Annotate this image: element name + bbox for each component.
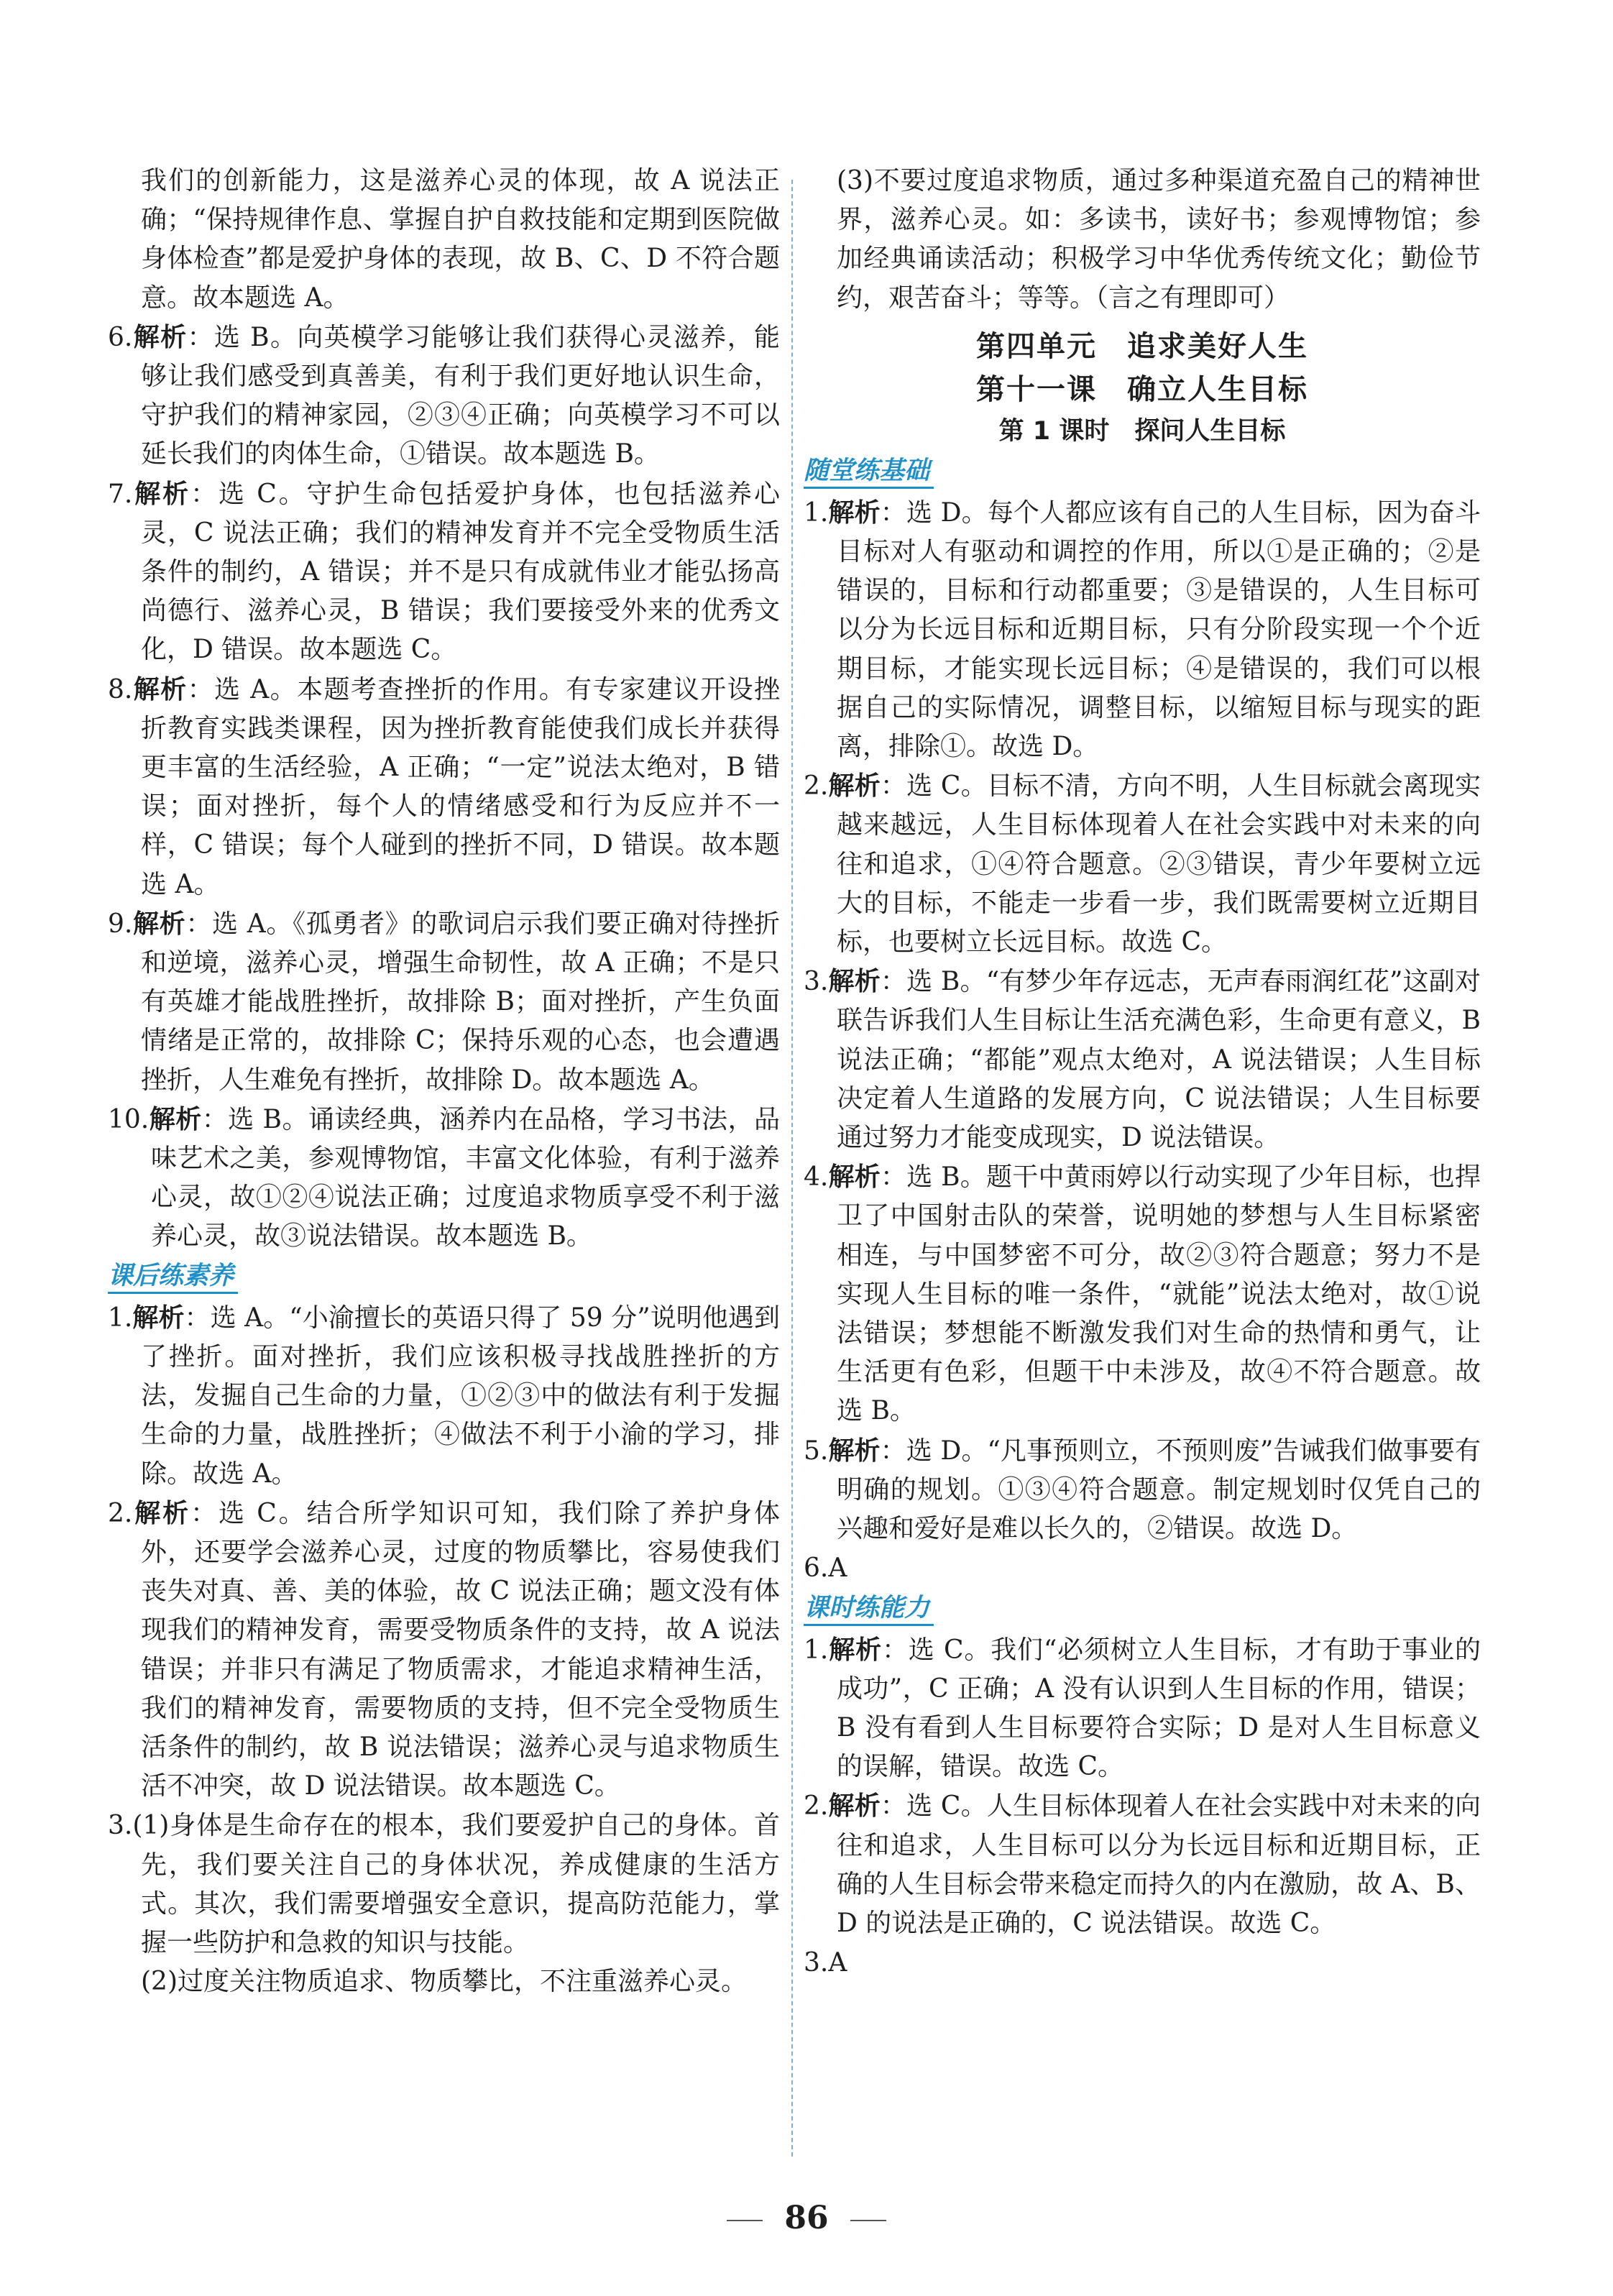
item-label: 解析: [828, 1791, 881, 1822]
item-number: 2.: [108, 1498, 133, 1528]
item-text: ：选 D。每个人都应该有自己的人生目标，因为奋斗目标对人有驱动和调控的作用，所以①是正确的；②是错误的，目标和行动都重要；③是错误的，人生目标可以分为长远目标和近期目标，只有分阶段实现一个个近期目标，才能实现长远目标；④是错误的，我们可以根据自己的实际情况，调整目标，以缩短目标与现实的距离，排除①。故选 D。: [837, 497, 1481, 762]
answer-item: [108, 1494, 780, 1806]
item-text: A: [828, 1553, 847, 1584]
period-title: 第 1 课时 探问人生目标: [998, 416, 1286, 446]
answer-item: [108, 904, 780, 1100]
item-label: 解析: [828, 1634, 882, 1665]
answer-item: [108, 670, 780, 904]
item-text: ：选 C。结合所学知识可知，我们除了养护身体外，还要学会滋养心灵，过度的物质攀比，容易使我们丧失对真、善、美的体验，故 C 说法正确；题文没有体现我们的精神发育，需要受物质条件的支持，故 A 说法错误；并非只有满足了物质需求，才能追求精神生活，我们的精神发育，需要物质的支持，但不完全受物质生活条件的制约，故 B 说法错误；滋养心灵与追求物质生活不冲突，故 D 说法错误。故本题选 C。: [141, 1498, 780, 1801]
answer-subitem: (2)过度关注物质追求、物质攀比，不注重滋养心灵。: [141, 1967, 747, 1997]
page-number-footer: [0, 2200, 1613, 2236]
item-label: 解析: [149, 1103, 202, 1134]
right-column: [804, 162, 1481, 1983]
left-items: [108, 318, 780, 1257]
item-number: 10.: [108, 1104, 150, 1134]
item-number: 3.: [108, 1811, 133, 1841]
item-number: 5.: [804, 1436, 829, 1466]
item-number: 2.: [804, 771, 829, 802]
section-label-period-ability: 课时练能力: [804, 1592, 934, 1626]
right-section1-items: [804, 493, 1481, 1589]
item-number: 1.: [804, 497, 829, 528]
item-label: 解析: [828, 966, 881, 997]
right-section2-items: [804, 1630, 1481, 1983]
answer-item: [804, 1431, 1481, 1549]
item-text: ：选 B。“有梦少年存远志，无声春雨润红花”这副对联告诉我们人生目标让生活充满色彩，生命更有意义，B 说法正确；“都能”观点太绝对，A 说法错误；人生目标决定着人生道路的发展方向，C 说法错误；人生目标要通过努力才能变成现实，D 说法错误。: [837, 967, 1481, 1153]
item-label: 解析: [132, 908, 186, 939]
item-label: 解析: [828, 771, 881, 802]
item-number: 3.: [804, 1948, 829, 1978]
item-text: ：选 C。我们“必须树立人生目标，才有助于事业的成功”，C 正确；A 没有认识到人生目标的作用，错误；B 没有看到人生目标要符合实际；D 是对人生目标意义的误解，错误。故选 C。: [837, 1635, 1481, 1782]
item-number: 2.: [804, 1791, 829, 1822]
item-text: ：选 A。本题考查挫折的作用。有专家建议开设挫折教育实践类课程，因为挫折教育能使我们成长并获得更丰富的生活经验，A 正确；“一定”说法太绝对，B 错误；面对挫折，每个人的情绪感受和行为反应并不一样，C 错误；每个人碰到的挫折不同，D 错误。故本题选 A。: [141, 674, 780, 899]
answer-item: [108, 1100, 780, 1257]
item-text: ：选 C。人生目标体现着人在社会实践中对未来的向往和追求，人生目标可以分为长远目标和近期目标，正确的人生目标会带来稳定而持久的内在激励，故 A、B、D 的说法是正确的，C 说法错误。故选 C。: [837, 1791, 1481, 1938]
item-number: 6.: [804, 1553, 829, 1584]
item-label: 解析: [828, 497, 881, 528]
page-number: 86: [784, 2200, 829, 2236]
footer-dash-left: [727, 2220, 763, 2221]
item-number: 1.: [804, 1635, 829, 1665]
item-number: 6.: [108, 322, 133, 352]
item-text: ：选 B。向英模学习能够让我们获得心灵滋养，能够让我们感受到真善美，有利于我们更好地认识生命，守护我们的精神家园，②③④正确；向英模学习不可以延长我们的肉体生命，①错误。故本题选 B。: [141, 322, 780, 469]
item-text: A: [828, 1948, 847, 1978]
item-text: ：选 B。题干中黄雨婷以行动实现了少年目标，也捍卫了中国射击队的荣誉，说明她的梦想与人生目标紧密相连，与中国梦密不可分，故②③符合题意；努力不是实现人生目标的唯一条件，“就能”说法太绝对，故①说法错误；梦想能不断激发我们对生命的热情和勇气，让生活更有色彩，但题干中未涉及，故④不符合题意。故选 B。: [837, 1162, 1481, 1426]
item-label: 解析: [828, 1435, 881, 1466]
item-text: ：选 C。目标不清，方向不明，人生目标就会离现实越来越远，人生目标体现着人在社会实践中对未来的向往和追求，①④符合题意。②③错误，青少年要树立远大的目标，不能走一步看一步，我们既需要树立近期目标，也要树立长远目标。故选 C。: [837, 771, 1481, 958]
answer-item: [804, 1630, 1481, 1787]
item-number: 7.: [108, 479, 133, 509]
answer-item: [108, 1298, 780, 1494]
section-label-in-class: 随堂练基础: [804, 455, 934, 489]
answer-item: [804, 1157, 1481, 1431]
answer-item: [804, 1786, 1481, 1943]
answer-item: [804, 1548, 1481, 1588]
answer-item: [108, 474, 780, 670]
answer-subitem: (3)不要过度追求物质，通过多种渠道充盈自己的精神世界，滋养心灵。如：多读书，读好书；参观博物馆；参加经典诵读活动；积极学习中华优秀传统文化；勤俭节约，艰苦奋斗；等等。（言之有理即可）: [837, 166, 1481, 313]
answer-item: [108, 318, 780, 474]
item-label: 解析: [132, 674, 188, 704]
item-label: 解析: [828, 1162, 881, 1193]
item-text: ：选 C。守护生命包括爱护身体，也包括滋养心灵，C 说法正确；我们的精神发育并不完全受物质生活条件的制约，A 错误；并不是只有成就伟业才能弘扬高尚德行、滋养心灵，B 错误；我们要接受外来的优秀文化，D 错误。故本题选 C。: [141, 479, 780, 665]
answer-item: [804, 493, 1481, 766]
item-number: 3.: [804, 967, 829, 997]
item-label: 解析: [132, 321, 188, 352]
item-text: ：选 B。诵读经典，涵养内在品格，学习书法，品味艺术之美，参观博物馆，丰富文化体验，有利于滋养心灵，故①②④说法正确；过度追求物质享受不利于滋养心灵，故③说法错误。故本题选 B。: [151, 1104, 780, 1252]
answer-item: [108, 1806, 780, 1962]
continued-text: 我们的创新能力，这是滋养心灵的体现，故 A 说法正确；“保持规律作息、掌握自护自救技能和定期到医院做身体检查”都是爱护身体的表现，故 B、C、D 不符合题意。故本题选 A。: [141, 166, 780, 313]
item-number: 1.: [108, 1303, 133, 1333]
item-label: 解析: [132, 1302, 185, 1333]
section-label-after-class: 课后练素养: [108, 1260, 238, 1294]
item-text: ：选 A。“小渝擅长的英语只得了 59 分”说明他遇到了挫折。面对挫折，我们应该积极寻找战胜挫折的方法，发掘自己生命的力量，①②③中的做法有利于发掘生命的力量，战胜挫折；④做法不利于小渝的学习，排除。故选 A。: [141, 1303, 780, 1489]
item-label: 解析: [132, 478, 191, 509]
item-number: 8.: [108, 674, 133, 704]
lesson-title: 第十一课 确立人生目标: [976, 372, 1308, 406]
item-text: ：选 A。《孤勇者》的歌词启示我们要正确对待挫折和逆境，滋养心灵，增强生命韧性，故 A 正确；不是只有英雄才能战胜挫折，故排除 B；面对挫折，产生负面情绪是正常的，故排除 C；保持乐观的心态，也会遭遇挫折，人生难免有挫折，故排除 D。故本题选 A。: [141, 909, 780, 1095]
item-number: 4.: [804, 1162, 829, 1193]
answer-item: [804, 962, 1481, 1157]
unit-title: 第四单元 追求美好人生: [976, 329, 1308, 363]
item-text: (1)身体是生命存在的根本，我们要爱护自己的身体。首先，我们要关注自己的身体状况，养成健康的生活方式。其次，我们需要增强安全意识，提高防范能力，掌握一些防护和急救的知识与技能。: [132, 1811, 780, 1957]
left-section2-items: [108, 1298, 780, 2002]
item-label: 解析: [132, 1497, 191, 1528]
footer-dash-right: [850, 2220, 886, 2221]
item-text: ：选 D。“凡事预则立，不预则废”告诫我们做事要有明确的规划。①③④符合题意。制定规划时仅凭自己的兴趣和爱好是难以长久的，②错误。故选 D。: [837, 1436, 1481, 1544]
answer-item: [804, 766, 1481, 962]
left-column: [108, 162, 780, 2001]
item-number: 9.: [108, 909, 133, 939]
answer-item: [804, 1943, 1481, 1983]
column-divider: [791, 180, 793, 2157]
